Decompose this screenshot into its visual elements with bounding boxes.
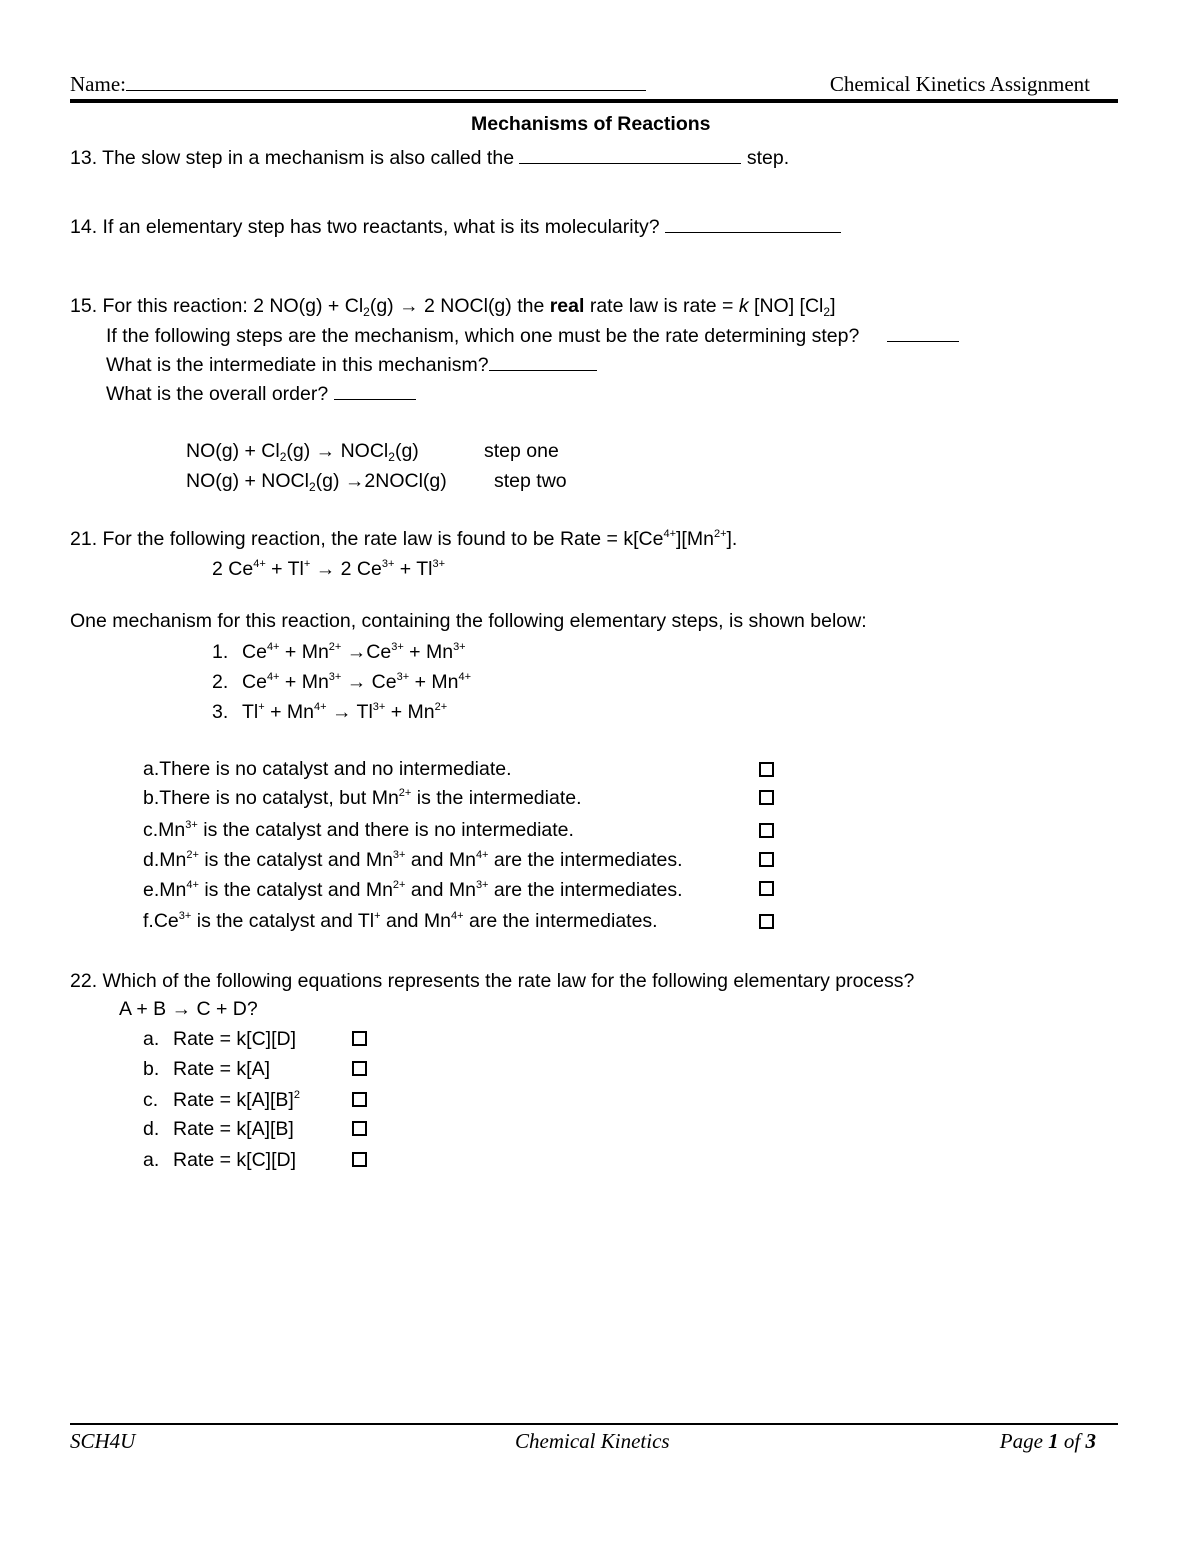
question-21-intro [70,528,737,551]
step-sup: 3+ [396,671,410,683]
step-text: + Mn [385,701,435,723]
step-sup: 2+ [328,641,342,653]
step-sup: 4+ [314,701,327,713]
option-sup: 4+ [451,910,464,922]
q21-option-e [143,879,683,902]
q15-sub: 2 [279,450,287,464]
footer-page-number [1000,1429,1096,1454]
option-text: is the catalyst and there is no intermediate. [197,819,574,841]
option-text: are the intermediates. [488,879,683,901]
question-13 [70,145,789,170]
q15-step-two-label: step two [494,470,567,492]
option-text: c.Mn [143,819,186,841]
question-14 [70,214,841,239]
q21-sup: 2+ [713,528,727,540]
option-letter: a. [143,1149,160,1171]
q15-step-one [186,440,419,463]
step-sup: 2+ [434,701,448,713]
step-text: Tl [242,701,259,723]
q21-equation [212,558,445,581]
option-text: f.Ce [143,910,179,932]
q15-step-one-label: step one [484,440,559,462]
q13-prefix: 13. The slow step in a mechanism is also called the [70,147,515,169]
q21-step-1 [212,641,466,664]
q21-option-f [143,910,658,933]
option-text: and Mn [380,910,452,932]
q13-suffix: step. [746,147,790,169]
q22-option-c [143,1089,300,1112]
q22-checkbox-b[interactable] [352,1061,367,1076]
q21-checkbox-b[interactable] [759,790,774,805]
option-sup: 3+ [178,910,192,922]
q21-step-2 [212,671,471,694]
q15-line3-text: What is the intermediate in this mechanism? [106,354,489,376]
option-letter: a. [143,1028,160,1050]
page-num: 1 [1048,1429,1059,1453]
q21-intro-end: ]. [726,528,738,550]
option-sup: 3+ [392,849,406,861]
option-letter: b. [143,1058,160,1080]
name-label [70,72,646,97]
q15-rds-blank[interactable] [887,323,959,342]
option-text: e.Mn [143,879,187,901]
q21-mechanism-intro: One mechanism for this reaction, containing the following elementary steps, is shown below: [70,610,867,632]
q15-step1-b: (g) [286,440,316,462]
step-sup: + [258,701,265,713]
q15-step1-d: NOCl [335,440,389,462]
arrow-icon: → [344,470,365,492]
question-15-intro [70,295,836,318]
section-title: Mechanisms of Reactions [471,113,711,135]
q15-step1-a: NO(g) + Cl [186,440,280,462]
q15-line4-text: What is the overall order? [106,383,329,405]
q21-eq-b: + Tl [265,558,304,580]
q13-answer-blank[interactable] [519,145,741,164]
option-sup: 2 [293,1089,300,1101]
q22-option-b [143,1058,270,1081]
q15-real: real [549,295,585,317]
option-text: d.Mn [143,849,187,871]
q14-text: 14. If an elementary step has two reactants, what is its molecularity? [70,216,660,238]
step-number: 1. [212,641,229,663]
q21-checkbox-c[interactable] [759,823,774,838]
option-sup: + [374,910,381,922]
q15-intro-d: rate law is rate = [584,295,739,317]
footer-rule [70,1423,1118,1425]
step-text: →Ce [341,641,392,663]
step-text: Ce [242,641,267,663]
option-text: are the intermediates. [463,910,658,932]
step-text: Ce [242,671,267,693]
option-letter: d. [143,1118,160,1140]
q15-line2-text: If the following steps are the mechanism, which one must be the rate determining step? [106,325,860,347]
name-blank[interactable] [126,72,646,91]
step-text: + Mn [264,701,314,723]
step-text: + Mn [403,641,454,663]
option-text: b.There is no catalyst, but Mn [143,787,399,809]
option-text: Rate = k[A][B] [173,1089,294,1111]
q21-intro-mid: ][Mn [676,528,714,550]
q21-option-b [143,787,582,810]
step-sup: 4+ [266,671,280,683]
q15-step1-e: (g) [394,440,419,462]
step-sup: 4+ [266,641,280,653]
q21-eq-d: + Tl [394,558,433,580]
q22-process [119,998,258,1021]
q21-step-3 [212,701,447,724]
page-prefix: Page [999,1429,1049,1453]
assignment-title: Chemical Kinetics Assignment [829,72,1090,96]
option-text: is the catalyst and Mn [198,849,393,871]
q22-option-a [143,1028,296,1051]
arrow-icon: → [171,998,192,1020]
q21-sup: 3+ [381,558,395,570]
q15-intro-b: (g) [369,295,400,317]
q15-k: k [738,295,749,317]
q15-intro-e: [NO] [Cl [748,295,824,317]
q15-step2-d: 2NOCl(g) [364,470,447,492]
q15-intro-f: ] [830,295,836,317]
footer-topic: Chemical Kinetics [515,1429,670,1453]
q21-option-c [143,819,574,842]
q15-intermediate-blank[interactable] [489,352,597,371]
step-sup: 3+ [328,671,342,683]
step-text: + Mn [409,671,459,693]
option-text: are the intermediates. [488,849,683,871]
arrow-icon: → [315,440,336,462]
q22-option-e [143,1149,296,1172]
q15-line3 [106,352,597,377]
q21-sup: 4+ [253,558,266,570]
q21-checkbox-e[interactable] [759,881,774,896]
q15-sub: 2 [308,480,316,494]
option-sup: 2+ [392,879,406,891]
option-text: is the intermediate. [411,787,582,809]
q21-sup: 4+ [663,528,677,540]
question-22: 22. Which of the following equations represents the rate law for the following elementary process? [70,970,915,992]
step-number: 2. [212,671,229,693]
q21-checkbox-d[interactable] [759,852,774,867]
q21-checkbox-f[interactable] [759,914,774,929]
arrow-icon: → [399,295,419,317]
q15-sub: 2 [388,450,395,464]
step-text: → Tl [326,701,373,723]
q15-line4 [106,381,416,406]
step-sup: 4+ [458,671,472,683]
q22-checkbox-e[interactable] [352,1152,367,1167]
option-sup: 3+ [185,819,198,831]
q21-intro: 21. For the following reaction, the rate law is found to be Rate = k[Ce [70,528,664,550]
q14-answer-blank[interactable] [665,214,841,233]
q15-step-two [186,470,447,493]
step-sup: 3+ [391,641,404,653]
q22-process-a: A + B [119,998,172,1020]
option-text: is the catalyst and Tl [191,910,375,932]
name-label-text: Name: [70,72,126,96]
step-text: + Mn [279,671,329,693]
option-text: and Mn [405,849,476,871]
q21-checkbox-a[interactable] [759,762,774,777]
step-sup: 3+ [453,641,466,653]
option-text: and Mn [405,879,476,901]
option-sup: 3+ [475,879,489,891]
q15-intro-a: 15. For this reaction: 2 NO(g) + Cl [70,295,364,317]
option-text: a.There is no catalyst and no intermediate. [143,758,512,780]
step-number: 3. [212,701,229,723]
q15-intro-c: 2 NOCl(g) the [418,295,550,317]
page-total: 3 [1085,1429,1096,1453]
option-sup: 4+ [475,849,489,861]
option-sup: 2+ [186,849,199,861]
header-rule [70,99,1118,103]
q22-checkbox-d[interactable] [352,1121,367,1136]
option-text: Rate = k[C][D] [173,1149,296,1171]
q21-sup: 3+ [432,558,446,570]
q22-checkbox-a[interactable] [352,1031,367,1046]
q15-step2-b: (g) [315,470,345,492]
q15-order-blank[interactable] [334,381,416,400]
option-sup: 4+ [186,879,199,891]
option-letter: c. [143,1089,159,1111]
q15-sub: 2 [823,305,831,319]
q15-line2 [106,323,959,348]
q15-sub: 2 [363,305,370,319]
step-text: + Mn [279,641,329,663]
step-text: → Ce [341,671,397,693]
step-sup: 3+ [372,701,386,713]
option-text: is the catalyst and Mn [198,879,393,901]
page-mid: of [1058,1429,1086,1453]
q22-process-b: C + D? [191,998,258,1020]
q21-eq-c: → 2 Ce [310,558,382,580]
option-text: Rate = k[A][B] [173,1118,294,1140]
footer-course: SCH4U [70,1429,136,1453]
option-text: Rate = k[C][D] [173,1028,296,1050]
q22-option-d [143,1118,294,1141]
q21-sup: + [303,558,311,570]
q21-eq-a: 2 Ce [212,558,254,580]
q22-checkbox-c[interactable] [352,1092,367,1107]
q15-step2-a: NO(g) + NOCl [186,470,309,492]
q21-option-a [143,758,512,781]
q21-option-d [143,849,683,872]
option-text: Rate = k[A] [173,1058,271,1080]
option-sup: 2+ [398,787,412,799]
